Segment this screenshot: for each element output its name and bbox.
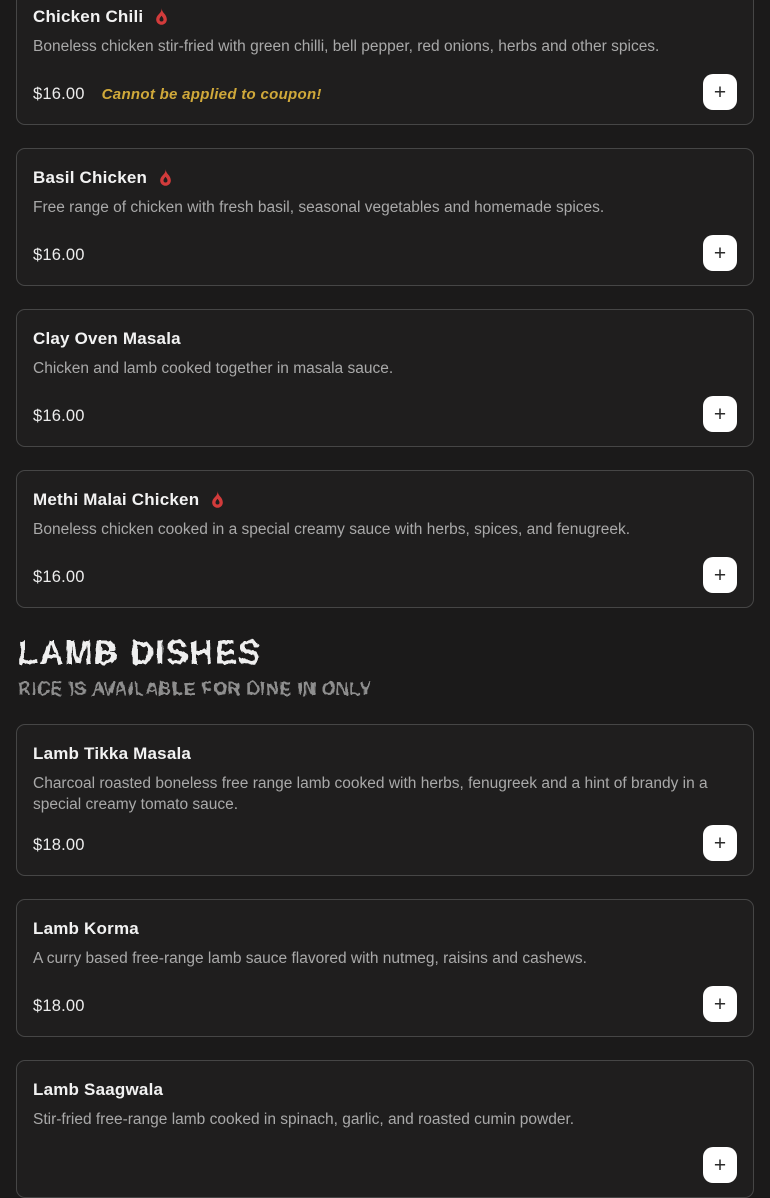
menu-item-bottom-row <box>33 386 737 432</box>
menu-item-card-chicken-chili[interactable] <box>16 0 754 125</box>
add-item-button[interactable] <box>703 1147 737 1183</box>
add-item-button[interactable] <box>703 396 737 432</box>
menu-item-name: Lamb Saagwala <box>33 1080 164 1099</box>
menu-item-price: $18.00 <box>33 836 85 854</box>
menu-item-title-row <box>33 327 737 351</box>
menu-item-title-row <box>33 917 737 941</box>
menu-item-name: Basil Chicken <box>33 168 148 187</box>
plus-icon: + <box>713 992 727 1016</box>
section-heading-lamb-dishes: LAMB DISHES <box>18 634 262 671</box>
menu-item-title-row <box>33 742 737 766</box>
menu-item-name: Chicken Chili <box>33 7 144 26</box>
fire-icon <box>156 168 175 187</box>
fire-icon <box>152 7 171 26</box>
menu-item-description: Boneless chicken cooked in a special creamy sauce with herbs, spices, and fenugreek. <box>33 521 631 538</box>
menu-item-price: $16.00 <box>33 568 85 586</box>
menu-item-card-lamb-korma[interactable] <box>16 899 754 1037</box>
menu-item-description: Chicken and lamb cooked together in masala sauce. <box>33 360 394 377</box>
menu-item-price: $16.00 <box>33 407 85 425</box>
menu-item-card-basil-chicken[interactable] <box>16 148 754 286</box>
fire-icon <box>208 490 227 509</box>
add-item-button[interactable] <box>703 825 737 861</box>
plus-icon: + <box>713 1153 727 1177</box>
add-item-button[interactable] <box>703 986 737 1022</box>
plus-icon: + <box>713 831 727 855</box>
menu-item-bottom-row <box>33 1137 737 1183</box>
menu-item-name: Methi Malai Chicken <box>33 490 200 509</box>
plus-icon: + <box>713 241 727 265</box>
menu-item-bottom-row <box>33 64 737 110</box>
menu-item-card-lamb-saagwala[interactable] <box>16 1060 754 1198</box>
plus-icon: + <box>713 80 727 104</box>
menu-item-description: A curry based free-range lamb sauce flavored with nutmeg, raisins and cashews. <box>33 950 587 967</box>
menu-item-description: Boneless chicken stir-fried with green chilli, bell pepper, red onions, herbs and other spices. <box>33 38 660 55</box>
plus-icon: + <box>713 402 727 426</box>
menu-item-bottom-row <box>33 815 737 861</box>
menu-item-title-row <box>33 166 737 190</box>
menu-item-bottom-row <box>33 976 737 1022</box>
menu-item-description: Free range of chicken with fresh basil, seasonal vegetables and homemade spices. <box>33 199 605 216</box>
menu-item-price: $18.00 <box>33 997 85 1015</box>
menu-item-name: Clay Oven Masala <box>33 329 181 348</box>
menu-item-title-row <box>33 1078 737 1102</box>
section-header <box>18 634 752 700</box>
section-subheading: RICE IS AVAILABLE FOR DINE IN ONLY <box>18 679 373 699</box>
coupon-note: Cannot be applied to coupon! <box>101 86 322 103</box>
menu-item-card-lamb-tikka-masala[interactable] <box>16 724 754 876</box>
menu-item-name: Lamb Korma <box>33 919 139 938</box>
menu-item-bottom-row <box>33 547 737 593</box>
menu-item-card-methi-malai-chicken[interactable] <box>16 470 754 608</box>
menu-item-title-row <box>33 5 737 29</box>
add-item-button[interactable] <box>703 235 737 271</box>
menu-item-description: Stir-fried free-range lamb cooked in spinach, garlic, and roasted cumin powder. <box>33 1111 575 1128</box>
menu-item-description: Charcoal roasted boneless free range lamb cooked with herbs, fenugreek and a hint of brandy in a special creamy tomato sauce. <box>33 775 708 813</box>
menu-item-price: $16.00 <box>33 246 85 264</box>
plus-icon: + <box>713 563 727 587</box>
menu-item-card-clay-oven-masala[interactable] <box>16 309 754 447</box>
menu-item-name: Lamb Tikka Masala <box>33 744 192 763</box>
menu-item-title-row <box>33 488 737 512</box>
menu-item-price: $16.00 <box>33 85 85 103</box>
add-item-button[interactable] <box>703 557 737 593</box>
add-item-button[interactable] <box>703 74 737 110</box>
menu-item-bottom-row <box>33 225 737 271</box>
